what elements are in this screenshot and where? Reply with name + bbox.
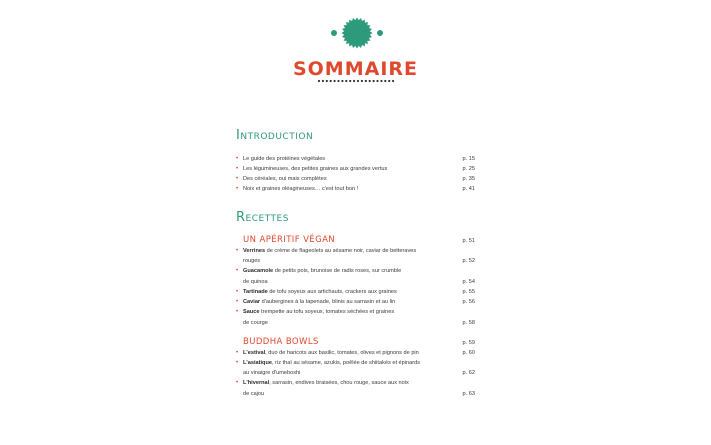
sun-ornament-icon — [330, 16, 384, 50]
subsection-title-aperitif: UN APÉRITIF VÉGAN — [243, 235, 336, 245]
section-heading-recettes: Recettes — [236, 210, 289, 225]
page-title: SOMMAIRE — [292, 58, 419, 80]
page-number: p. 51 — [462, 238, 475, 244]
subsection-title-buddha-bowls: BUDDHA BOWLS — [243, 337, 319, 347]
page-number: p. 59 — [462, 340, 475, 346]
dotted-divider — [317, 79, 395, 83]
section-heading-introduction: Introduction — [236, 128, 314, 143]
